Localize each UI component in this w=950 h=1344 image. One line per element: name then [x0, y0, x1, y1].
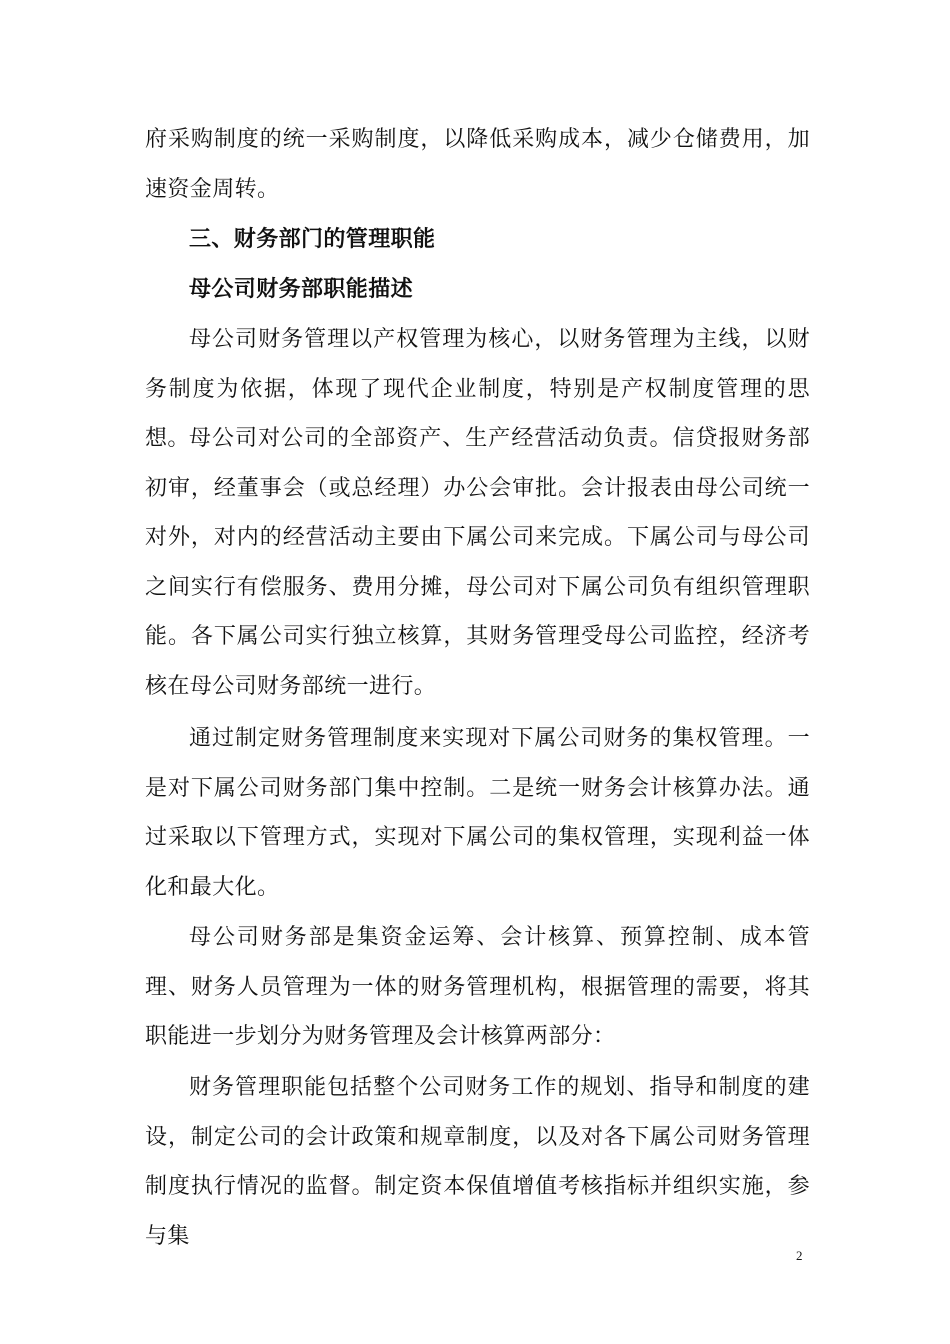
sub-heading: 母公司财务部职能描述 [189, 276, 414, 302]
paragraph-finance-department-role: 母公司财务部是集资金运筹、会计核算、预算控制、成本管理、财务人员管理为一体的财务管理机构，根据管理的需要，将其职能进一步划分为财务管理及会计核算两部分： [145, 925, 810, 1049]
paragraph-continuation: 府采购制度的统一采购制度，以降低采购成本，减少仓储费用，加速资金周转。 [145, 127, 810, 202]
page-number: 2 [796, 1248, 803, 1263]
section-heading: 三、财务部门的管理职能 [189, 226, 436, 252]
paragraph-parent-responsibility: 母公司对公司的全部资产、生产经营活动负责。信贷报财务部初审，经董事会（或总经理）办公会审批。会计报表由母公司统一对外，对内的经营活动主要由下属公司来完成。下属公司与母公司之间实行有偿服务、费用分摊，母公司对下属公司负有组织管理职能。各下属公司实行独立核算，其财务管理受母公司监控，经济考核在母公司财务部统一进行。 [145, 426, 810, 699]
paragraph-parent-finance-management: 母公司财务管理以产权管理为核心，以财务管理为主线，以财务制度为依据，体现了现代企业制度，特别是产权制度管理的思想。 [145, 327, 810, 451]
paragraph-finance-management-functions: 财务管理职能包括整个公司财务工作的规划、指导和制度的建设，制定公司的会计政策和规章制度，以及对各下属公司财务管理制度执行情况的监督。制定资本保值增值考核指标并组织实施，参与集 [145, 1075, 810, 1249]
paragraph-centralized-management: 通过制定财务管理制度来实现对下属公司财务的集权管理。一是对下属公司财务部门集中控制。二是统一财务会计核算办法。通过采取以下管理方式，实现对下属公司的集权管理，实现利益一体化和最大化。 [145, 726, 810, 900]
